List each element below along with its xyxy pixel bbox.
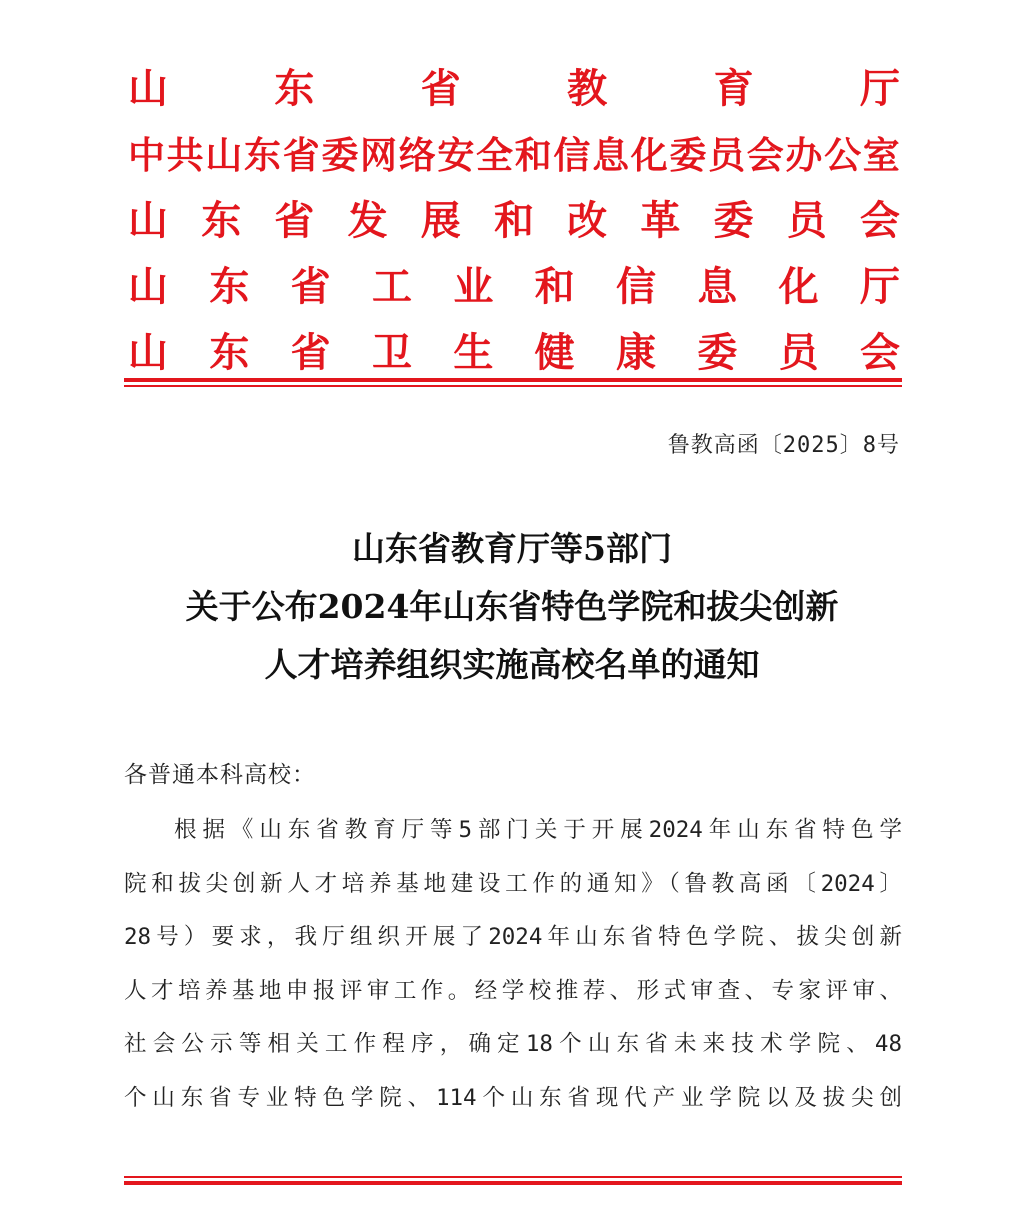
agency-char: 山: [128, 197, 168, 244]
agency-char: 息: [592, 133, 630, 177]
agency-char: 委: [321, 133, 359, 177]
agency-row: [128, 188, 900, 254]
agency-char: 省: [290, 263, 331, 310]
agency-char: 化: [630, 133, 668, 177]
title-line: 人才培养组织实施高校名单的通知: [264, 645, 760, 684]
agency-char: 育: [713, 65, 754, 112]
agency-char: 东: [274, 65, 315, 112]
agency-char: 委: [669, 133, 707, 177]
body-line: 28号）要求，我厅组织开展了2024年山东省特色学院、拔尖创新: [124, 924, 902, 950]
agency-char: 员: [778, 329, 819, 376]
body-line: 根据《山东省教育厅等5部门关于开展2024年山东省特色学: [174, 817, 902, 843]
agency-char: 和: [493, 197, 534, 244]
agency-char: 康: [615, 329, 656, 376]
agency-char: 省: [282, 133, 320, 177]
agency-char: 会: [859, 197, 900, 244]
agency-char: 山: [128, 329, 168, 376]
agency-char: 革: [640, 197, 681, 244]
agency-char: 员: [708, 133, 746, 177]
agency-char: 改: [567, 197, 608, 244]
rule-thin-line: [124, 385, 902, 387]
agency-char: 室: [862, 133, 900, 177]
agency-char: 发: [347, 197, 388, 244]
rule-thin-line: [124, 1176, 902, 1178]
agency-row: [128, 320, 900, 386]
agency-char: 会: [859, 329, 900, 376]
body-text: [124, 808, 902, 1129]
agency-char: 网: [360, 133, 398, 177]
title-line: 山东省教育厅等5部门: [352, 529, 672, 568]
agency-char: 化: [778, 263, 819, 310]
agency-char: 中: [128, 133, 165, 177]
agency-char: 工: [371, 263, 412, 310]
agency-row: [128, 122, 900, 188]
agency-char: 生: [453, 329, 494, 376]
agency-char: 山: [205, 133, 243, 177]
agency-char: 委: [713, 197, 754, 244]
agency-char: 信: [553, 133, 591, 177]
agency-char: 健: [534, 329, 575, 376]
agency-char: 业: [453, 263, 494, 310]
issuing-agencies-header: [128, 56, 900, 386]
agency-row: [128, 56, 900, 122]
agency-char: 厅: [859, 65, 900, 112]
agency-char: 东: [209, 329, 250, 376]
agency-char: 省: [420, 65, 461, 112]
agency-char: 员: [786, 197, 827, 244]
agency-char: 和: [514, 133, 552, 177]
agency-char: 教: [567, 65, 608, 112]
document-number: 鲁教高函〔2025〕8号: [667, 433, 900, 458]
agency-char: 信: [615, 263, 656, 310]
rule-thick-line: [124, 378, 902, 382]
agency-char: 厅: [859, 263, 900, 310]
agency-char: 东: [209, 263, 250, 310]
body-line: 人才培养基地申报评审工作。经学校推荐、形式审查、专家评审、: [124, 977, 902, 1004]
red-footer-rule: [124, 1176, 902, 1185]
agency-char: 卫: [371, 329, 412, 376]
agency-char: 展: [420, 197, 461, 244]
agency-char: 省: [274, 197, 315, 244]
agency-char: 公: [824, 133, 862, 177]
agency-char: 山: [128, 65, 168, 112]
agency-char: 和: [534, 263, 575, 310]
agency-row: [128, 254, 900, 320]
body-line: 社会公示等相关工作程序，确定18个山东省未来技术学院、48: [124, 1031, 902, 1057]
agency-char: 委: [697, 329, 738, 376]
body-line: 院和拔尖创新人才培养基地建设工作的通知》（鲁教高函〔2024〕: [124, 870, 902, 897]
agency-char: 全: [476, 133, 514, 177]
red-header-rule: [124, 378, 902, 387]
agency-char: 山: [128, 263, 168, 310]
agency-char: 络: [398, 133, 436, 177]
agency-char: 息: [697, 263, 738, 310]
agency-char: 东: [201, 197, 242, 244]
salutation: 各普通本科高校：: [124, 762, 316, 788]
body-line: 个山东省专业特色学院、114个山东省现代产业学院以及拔尖创: [124, 1084, 902, 1111]
agency-char: 共: [166, 133, 204, 177]
rule-thick-line: [124, 1181, 902, 1185]
agency-char: 办: [785, 133, 823, 177]
agency-char: 安: [437, 133, 475, 177]
agency-char: 省: [290, 329, 331, 376]
agency-char: 东: [244, 133, 282, 177]
document-title: [60, 520, 964, 694]
agency-char: 会: [746, 133, 784, 177]
title-line: 关于公布2024年山东省特色学院和拔尖创新: [185, 587, 839, 626]
